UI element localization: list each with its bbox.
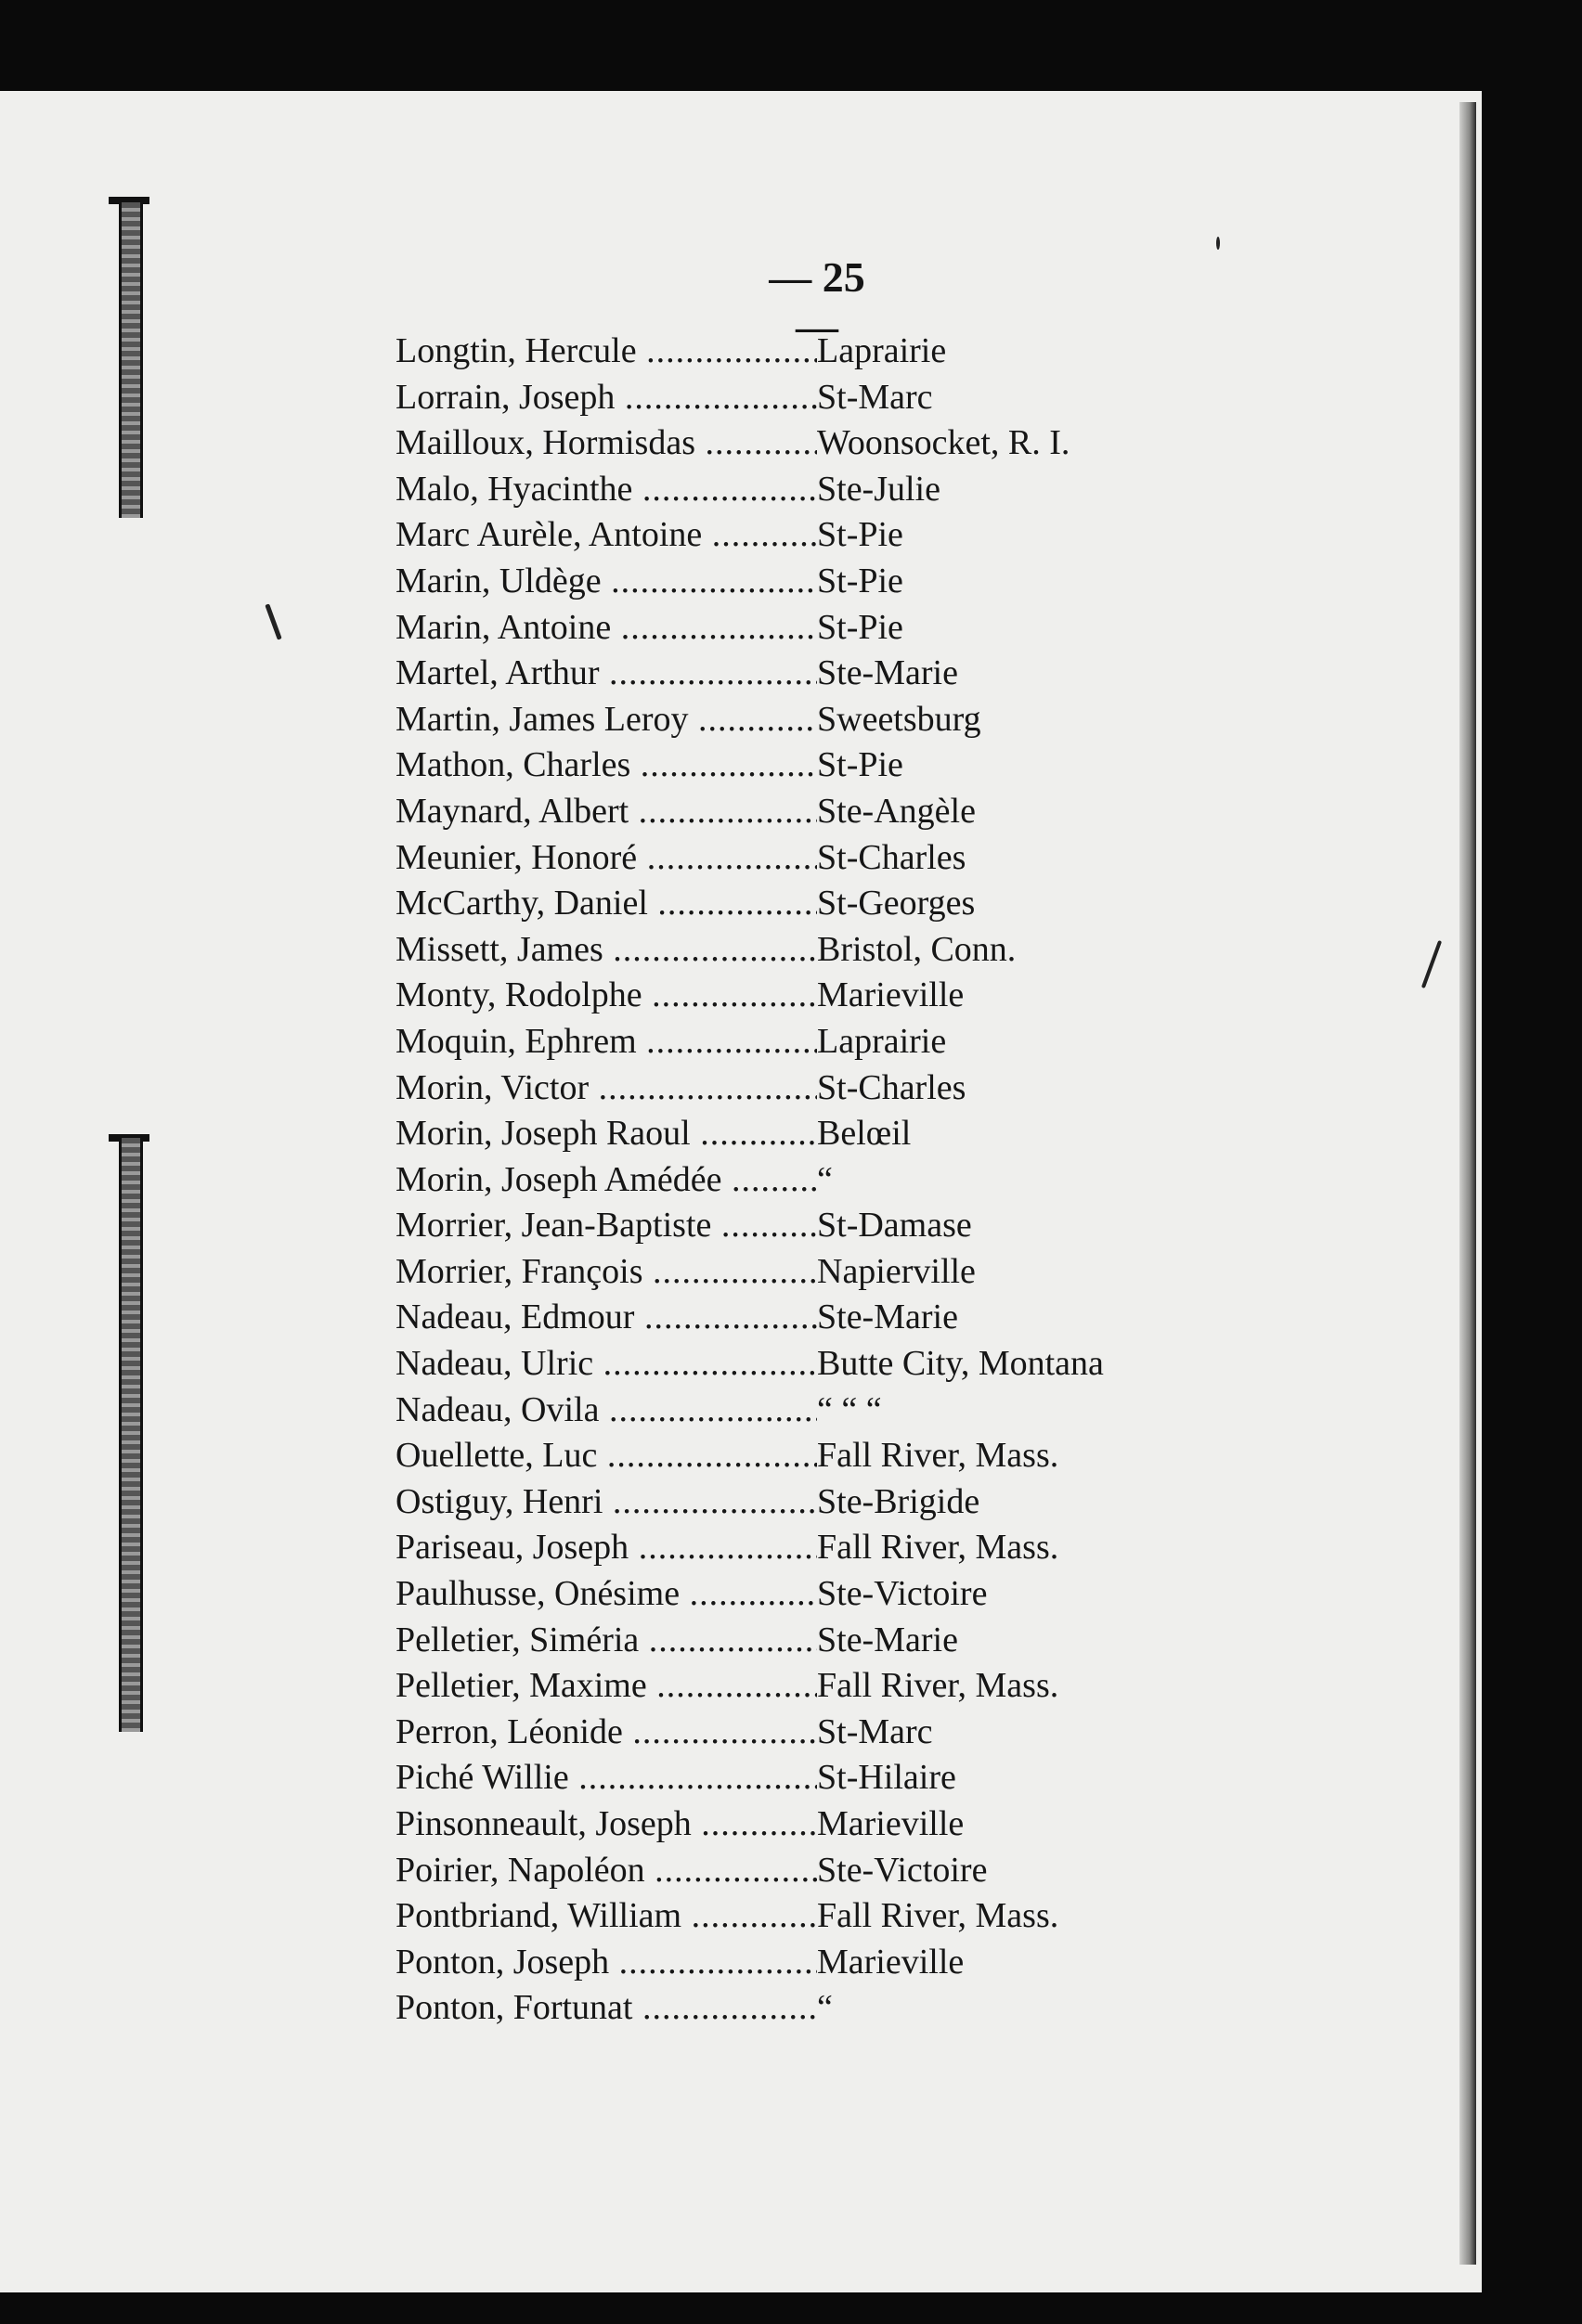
- name-place-list: [396, 329, 1324, 2032]
- entry-place: Marieville: [817, 1804, 965, 1843]
- entry-name: Moquin, Ephrem .....: [396, 1019, 817, 1065]
- list-item: [396, 1893, 1324, 1940]
- list-item: [396, 1065, 1324, 1112]
- list-item: [396, 1433, 1324, 1479]
- entry-place: Napierville: [817, 1251, 976, 1291]
- margin-mark: [1216, 237, 1220, 250]
- entry-place: St-Pie: [817, 745, 903, 785]
- page-edge-shadow: [1459, 102, 1476, 2265]
- entry-place: St-Charles: [817, 837, 966, 877]
- list-item: [396, 1525, 1324, 1571]
- entry-name: Ponton, Fortunat .....: [396, 1985, 817, 2032]
- entry-place: St-Damase: [817, 1206, 972, 1246]
- entry-name: Perron, Léonide .....: [396, 1710, 817, 1756]
- entry-place: Ste-Brigide: [817, 1481, 980, 1521]
- list-item: [396, 1388, 1324, 1434]
- entry-place: St-Pie: [817, 561, 903, 600]
- list-item: [396, 1848, 1324, 1894]
- entry-name: Ponton, Joseph .....: [396, 1940, 817, 1986]
- entry-name: McCarthy, Daniel .....: [396, 881, 817, 927]
- list-item: [396, 651, 1324, 697]
- entry-name: Ouellette, Luc .....: [396, 1433, 817, 1479]
- binding-thread-lower: [119, 1138, 143, 1732]
- entry-name: Martel, Arthur .....: [396, 651, 817, 697]
- entry-name: Lorrain, Joseph .....: [396, 375, 817, 421]
- entry-name: Poirier, Napoléon .....: [396, 1848, 817, 1894]
- list-item: [396, 697, 1324, 743]
- entry-name: Pariseau, Joseph .....: [396, 1525, 817, 1571]
- entry-place: Ste-Victoire: [817, 1850, 988, 1890]
- entry-place: Butte City, Montana: [817, 1344, 1104, 1384]
- entry-place: St-Marc: [817, 377, 933, 417]
- list-item: [396, 1295, 1324, 1341]
- entry-name: Maynard, Albert .....: [396, 789, 817, 835]
- entry-name: Nadeau, Ulric .....: [396, 1341, 817, 1388]
- entry-place: Woonsocket, R. I.: [817, 423, 1070, 463]
- binding-thread-upper: [119, 202, 143, 518]
- entry-place: St-Pie: [817, 515, 903, 555]
- entry-name: Pontbriand, William .....: [396, 1893, 817, 1940]
- entry-name: Morrier, Jean-Baptiste .....: [396, 1203, 817, 1249]
- entry-name: Mailloux, Hormisdas .....: [396, 420, 817, 467]
- entry-place: “: [817, 1159, 833, 1199]
- entry-place: Fall River, Mass.: [817, 1666, 1059, 1706]
- list-item: [396, 512, 1324, 559]
- entry-name: Morin, Joseph Raoul .....: [396, 1111, 817, 1157]
- list-item: [396, 835, 1324, 882]
- entry-name: Pelletier, Siméria .....: [396, 1618, 817, 1664]
- entry-place: Ste-Julie: [817, 469, 940, 509]
- list-item: [396, 1019, 1324, 1065]
- list-item: [396, 1801, 1324, 1848]
- list-item: [396, 467, 1324, 513]
- entry-name: Mathon, Charles .....: [396, 742, 817, 789]
- entry-name: Longtin, Hercule .....: [396, 329, 817, 375]
- entry-name: Piché Willie .....: [396, 1755, 817, 1801]
- entry-place: Sweetsburg: [817, 699, 981, 739]
- list-item: [396, 1249, 1324, 1296]
- entry-place: St-Hilaire: [817, 1758, 956, 1798]
- entry-name: Marin, Uldège .....: [396, 559, 817, 605]
- list-item: [396, 605, 1324, 652]
- list-item: [396, 1940, 1324, 1986]
- entry-place: “: [817, 1988, 833, 2028]
- entry-place: Laprairie: [817, 1021, 947, 1061]
- list-item: [396, 559, 1324, 605]
- entry-name: Nadeau, Ovila .....: [396, 1388, 817, 1434]
- list-item: [396, 1341, 1324, 1388]
- entry-name: Nadeau, Edmour .....: [396, 1295, 817, 1341]
- page-number: — 25 —: [769, 253, 865, 350]
- entry-name: Ostiguy, Henri .....: [396, 1479, 817, 1526]
- entry-name: Morrier, François .....: [396, 1249, 817, 1296]
- list-item: [396, 1663, 1324, 1710]
- list-item: [396, 420, 1324, 467]
- list-item: [396, 881, 1324, 927]
- entry-name: Marin, Antoine .....: [396, 605, 817, 652]
- list-item: [396, 1479, 1324, 1526]
- list-item: [396, 789, 1324, 835]
- list-item: [396, 375, 1324, 421]
- entry-name: Morin, Joseph Amédée .....: [396, 1157, 817, 1204]
- list-item: [396, 329, 1324, 375]
- list-item: [396, 1111, 1324, 1157]
- entry-name: Missett, James .....: [396, 927, 817, 974]
- entry-place: St-Pie: [817, 607, 903, 647]
- entry-place: “ “ “: [817, 1389, 882, 1429]
- entry-place: Fall River, Mass.: [817, 1896, 1059, 1936]
- list-item: [396, 1157, 1324, 1204]
- list-item: [396, 1755, 1324, 1801]
- list-item: [396, 1618, 1324, 1664]
- list-item: [396, 742, 1324, 789]
- entry-name: Monty, Rodolphe .....: [396, 973, 817, 1019]
- entry-place: Bristol, Conn.: [817, 929, 1017, 969]
- entry-place: Fall River, Mass.: [817, 1528, 1059, 1568]
- entry-place: St-Marc: [817, 1711, 933, 1751]
- list-item: [396, 1710, 1324, 1756]
- entry-name: Malo, Hyacinthe .....: [396, 467, 817, 513]
- entry-name: Paulhusse, Onésime .....: [396, 1571, 817, 1618]
- entry-place: Ste-Marie: [817, 1298, 958, 1337]
- list-item: [396, 973, 1324, 1019]
- entry-place: Ste-Marie: [817, 1620, 958, 1659]
- entry-name: Meunier, Honoré .....: [396, 835, 817, 882]
- entry-name: Pinsonneault, Joseph .....: [396, 1801, 817, 1848]
- entry-place: Laprairie: [817, 331, 947, 370]
- entry-place: St-Charles: [817, 1067, 966, 1107]
- entry-place: Ste-Angèle: [817, 791, 976, 831]
- entry-place: Ste-Victoire: [817, 1574, 988, 1614]
- entry-name: Marc Aurèle, Antoine .....: [396, 512, 817, 559]
- entry-name: Pelletier, Maxime .....: [396, 1663, 817, 1710]
- entry-name: Morin, Victor .....: [396, 1065, 817, 1112]
- entry-place: Ste-Marie: [817, 653, 958, 693]
- list-item: [396, 1985, 1324, 2032]
- entry-place: Belœil: [817, 1114, 912, 1154]
- entry-place: Marieville: [817, 975, 965, 1015]
- list-item: [396, 927, 1324, 974]
- entry-place: Marieville: [817, 1942, 965, 1982]
- entry-place: St-Georges: [817, 884, 976, 923]
- entry-place: Fall River, Mass.: [817, 1436, 1059, 1476]
- list-item: [396, 1571, 1324, 1618]
- list-item: [396, 1203, 1324, 1249]
- entry-name: Martin, James Leroy .....: [396, 697, 817, 743]
